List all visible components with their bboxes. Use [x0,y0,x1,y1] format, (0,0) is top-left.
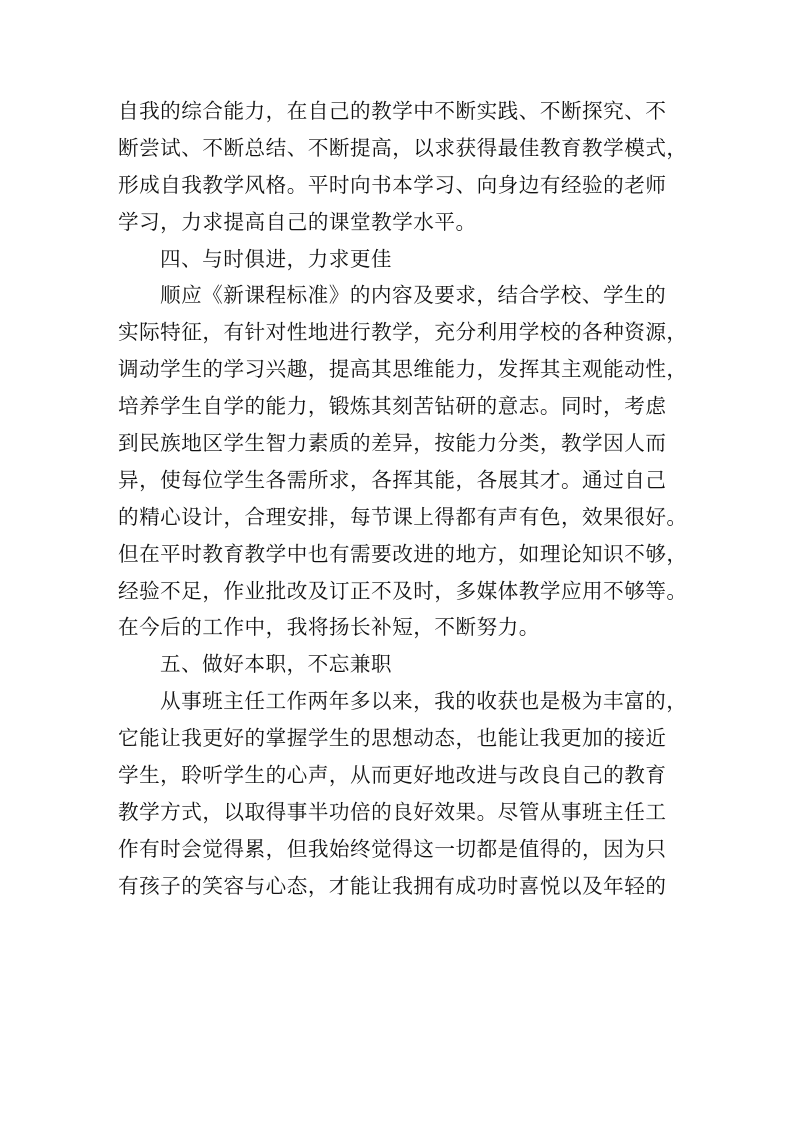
text-line: 教学方式，以取得事半功倍的良好效果。尽管从事班主任工 [118,799,667,824]
text-line: 到民族地区学生智力素质的差异，按能力分类，教学因人而 [118,431,667,456]
section-heading-four: 四、与时俱进，力求更佳 [160,246,393,271]
document-body [118,93,688,905]
text-line: 顺应《新课程标准》的内容及要求，结合学校、学生的 [160,283,667,308]
text-line: 的精心设计，合理安排，每节课上得都有声有色，效果很好。 [118,504,688,529]
text-line: 从事班主任工作两年多以来，我的收获也是极为丰富的， [160,689,688,714]
section-heading-five: 五、做好本职，不忘兼职 [160,652,393,677]
text-line: 形成自我教学风格。平时向书本学习、向身边有经验的老师 [118,172,667,197]
text-line: 自我的综合能力，在自己的教学中不断实践、不断探究、不 [118,99,667,123]
text-line: 学生，聆听学生的心声，从而更好地改进与改良自己的教育 [118,763,667,788]
text-line: 在今后的工作中，我将扬长补短，不断努力。 [118,615,540,640]
text-line: 异，使每位学生各需所求，各挥其能，各展其才。通过自己 [118,467,667,492]
text-line: 调动学生的学习兴趣，提高其思维能力，发挥其主观能动性， [118,357,688,382]
text-line: 断尝试、不断总结、不断提高，以求获得最佳教育教学模式， [118,135,688,160]
text-line: 学习，力求提高自己的课堂教学水平。 [118,209,477,234]
text-line: 实际特征，有针对性地进行教学，充分利用学校的各种资源， [118,320,688,345]
text-line: 经验不足，作业批改及订正不及时，多媒体教学应用不够等。 [118,578,688,603]
text-line: 培养学生自学的能力，锻炼其刻苦钻研的意志。同时，考虑 [118,394,667,419]
text-line: 有孩子的笑容与心态，才能让我拥有成功时喜悦以及年轻的 [118,873,667,898]
text-line: 作有时会觉得累，但我始终觉得这一切都是值得的，因为只 [118,836,667,861]
text-line: 但在平时教育教学中也有需要改进的地方，如理论知识不够， [118,541,688,566]
text-line: 它能让我更好的掌握学生的思想动态，也能让我更加的接近 [118,726,667,751]
